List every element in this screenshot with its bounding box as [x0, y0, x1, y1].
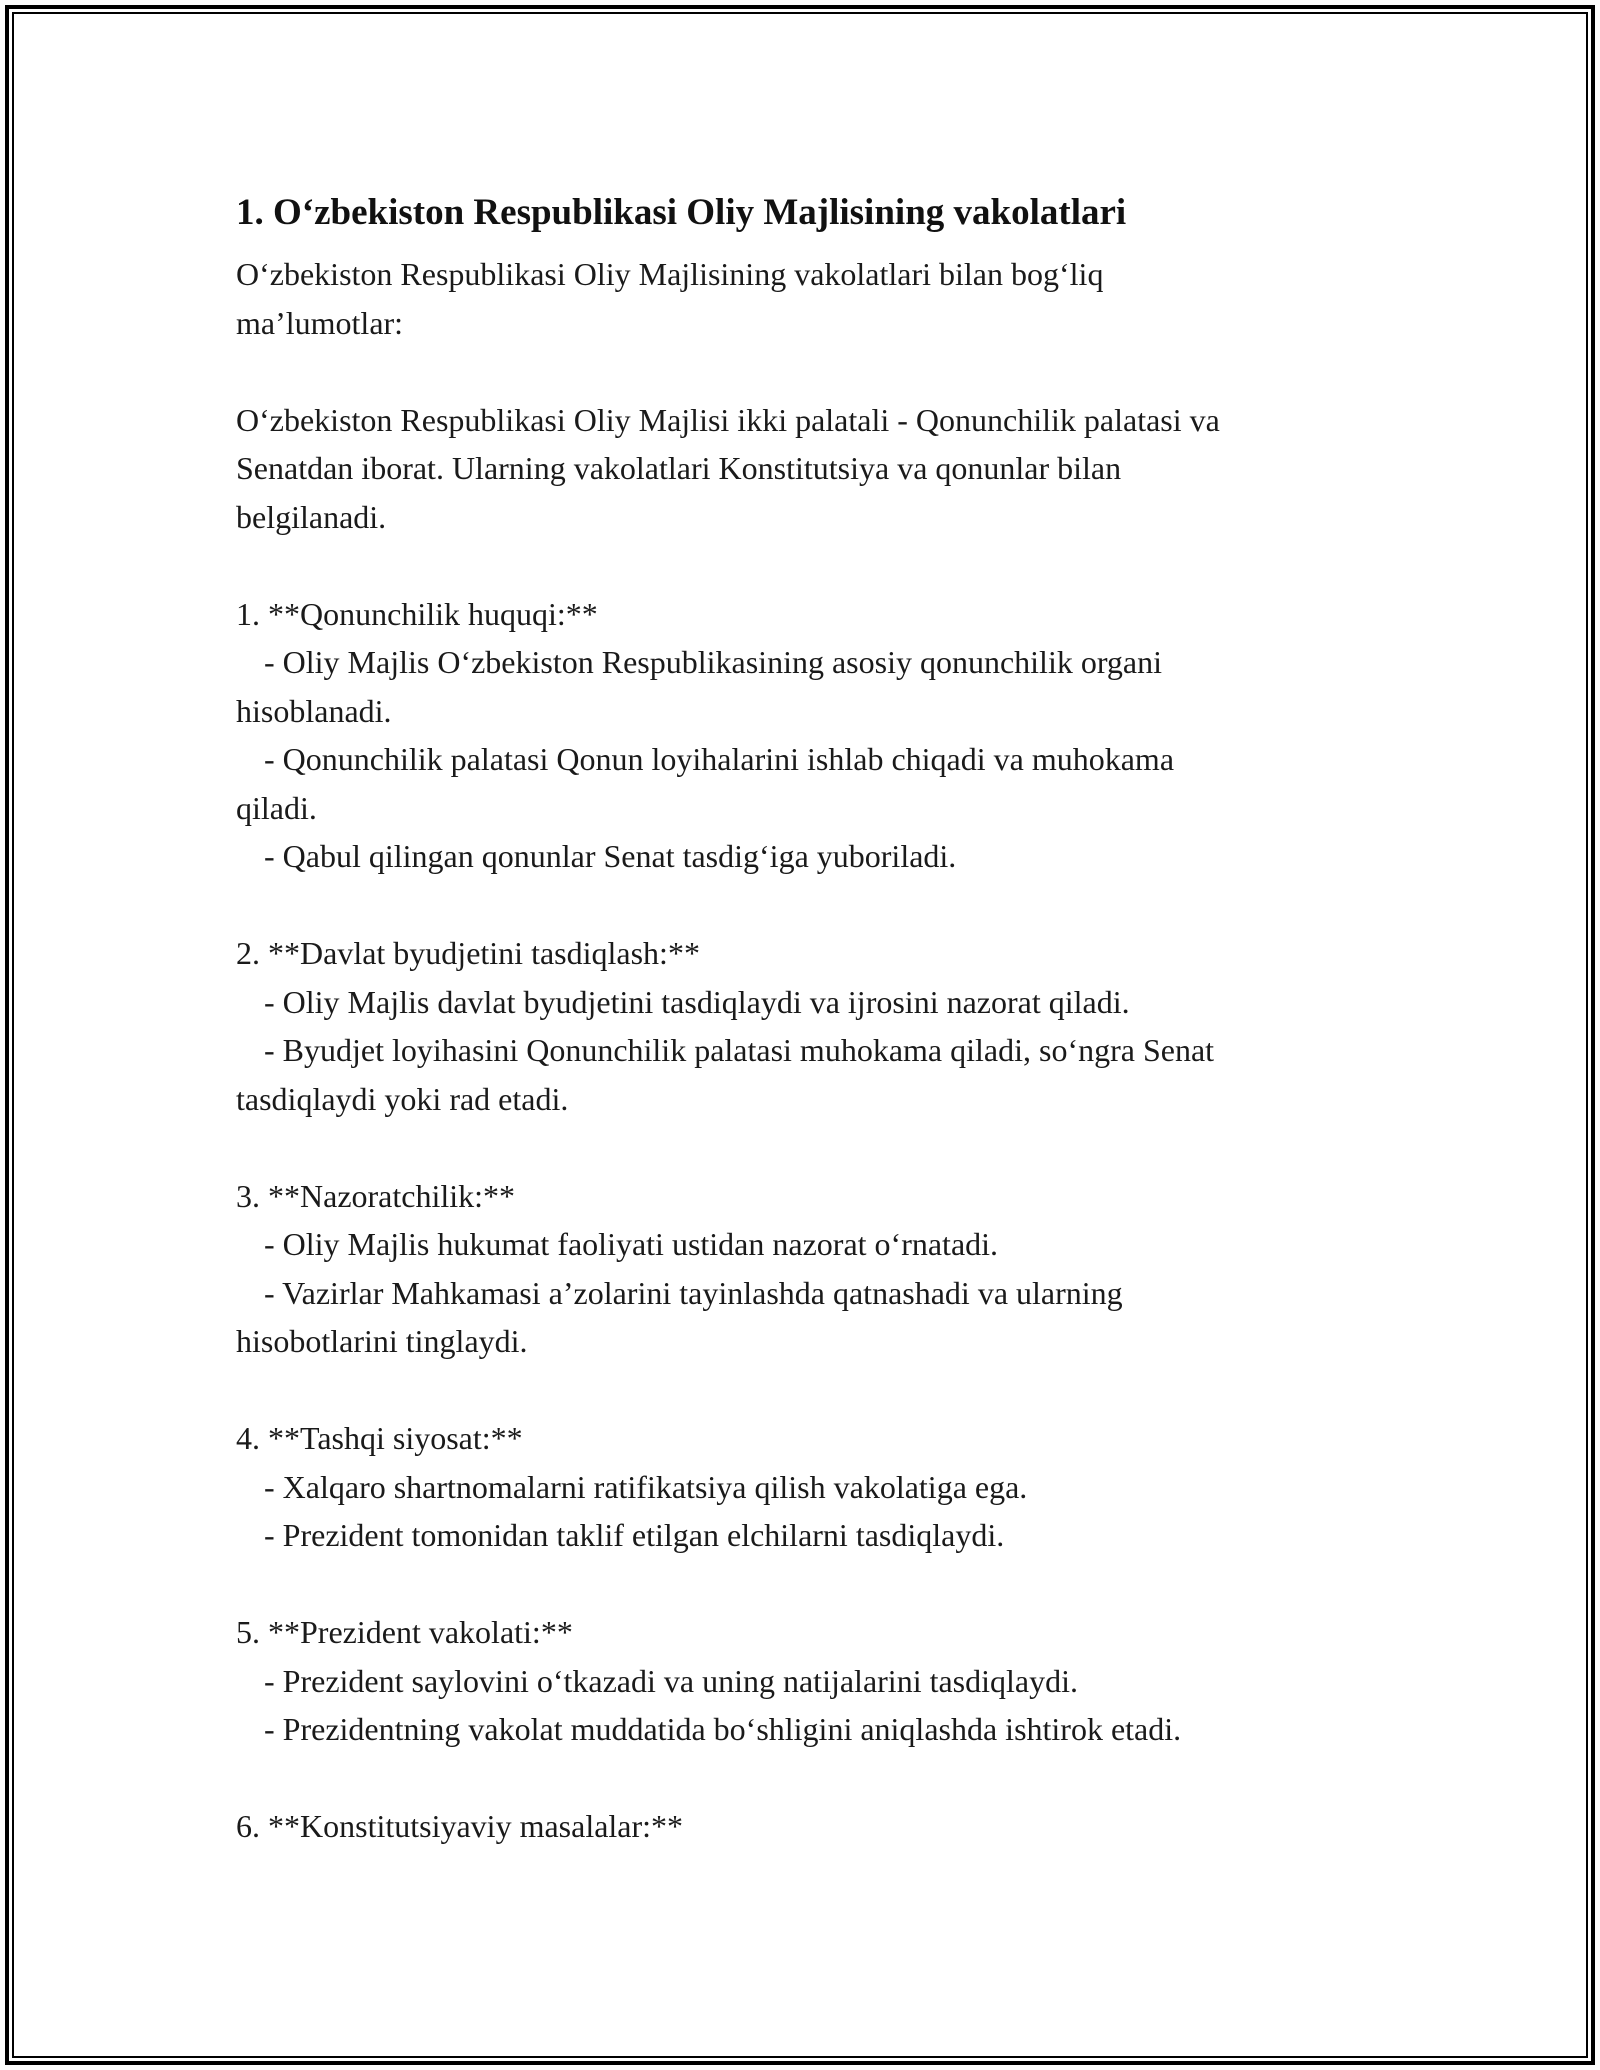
section-line: qiladi.: [236, 789, 317, 826]
section-budget-approval: [236, 929, 1386, 1123]
overview-paragraph: [236, 396, 1386, 542]
section-heading: 4. **Tashqi siyosat:**: [236, 1420, 523, 1456]
section-legislative-right: [236, 590, 1386, 881]
intro-line: ma’lumotlar:: [236, 304, 404, 341]
section-line: hisoblanadi.: [236, 692, 392, 729]
section-heading: 5. **Prezident vakolati:**: [236, 1614, 573, 1650]
overview-line: Senatdan iborat. Ularning vakolatlari Konstitutsiya va qonunlar bilan: [236, 450, 1122, 486]
section-line: - Xalqaro shartnomalarni ratifikatsiya qilish vakolatiga ega.: [264, 1468, 1028, 1505]
section-heading: 6. **Konstitutsiyaviy masalalar:**: [236, 1808, 684, 1844]
section-line: - Byudjet loyihasini Qonunchilik palatasi muhokama qiladi, so‘ngra Senat: [264, 1032, 1215, 1068]
section-line: - Prezident saylovini o‘tkazadi va uning natijalarini tasdiqlaydi.: [264, 1662, 1078, 1699]
section-president-authority: [236, 1608, 1386, 1754]
section-line: - Prezident tomonidan taklif etilgan elchilarni tasdiqlaydi.: [264, 1517, 1005, 1553]
section-foreign-policy: [236, 1414, 1386, 1560]
section-heading: 1. **Qonunchilik huquqi:**: [236, 595, 598, 632]
section-line: - Qabul qilingan qonunlar Senat tasdig‘iga yuboriladi.: [264, 838, 957, 874]
section-line: - Vazirlar Mahkamasi a’zolarini tayinlashda qatnashadi va ularning: [264, 1274, 1123, 1311]
section-line: - Qonunchilik palatasi Qonun loyihalarini ishlab chiqadi va muhokama: [264, 741, 1175, 777]
section-line: - Prezidentning vakolat muddatida bo‘shligini aniqlashda ishtirok etadi.: [264, 1711, 1182, 1747]
section-heading: 2. **Davlat byudjetini tasdiqlash:**: [236, 935, 700, 971]
intro-line: O‘zbekiston Respublikasi Oliy Majlisining vakolatlari bilan bog‘liq: [236, 256, 1104, 292]
overview-line: O‘zbekiston Respublikasi Oliy Majlisi ikki palatali - Qonunchilik palatasi va: [236, 401, 1220, 438]
section-line: - Oliy Majlis O‘zbekiston Respublikasining asosiy qonunchilik organi: [264, 644, 1162, 680]
document-title: 1. O‘zbekiston Respublikasi Oliy Majlisining vakolatlari: [236, 192, 1127, 233]
document-page: [236, 186, 1386, 1899]
section-line: tasdiqlaydi yoki rad etadi.: [236, 1080, 569, 1117]
section-line: - Oliy Majlis davlat byudjetini tasdiqlaydi va ijrosini nazorat qiladi.: [264, 983, 1130, 1020]
overview-line: belgilanadi.: [236, 498, 387, 535]
section-constitutional-issues: [236, 1802, 1386, 1851]
section-line: hisobotlarini tinglaydi.: [236, 1323, 528, 1359]
section-line: - Oliy Majlis hukumat faoliyati ustidan nazorat o‘rnatadi.: [264, 1226, 999, 1262]
section-heading: 3. **Nazoratchilik:**: [236, 1177, 516, 1214]
intro-paragraph: [236, 250, 1256, 347]
section-oversight: [236, 1172, 1386, 1366]
